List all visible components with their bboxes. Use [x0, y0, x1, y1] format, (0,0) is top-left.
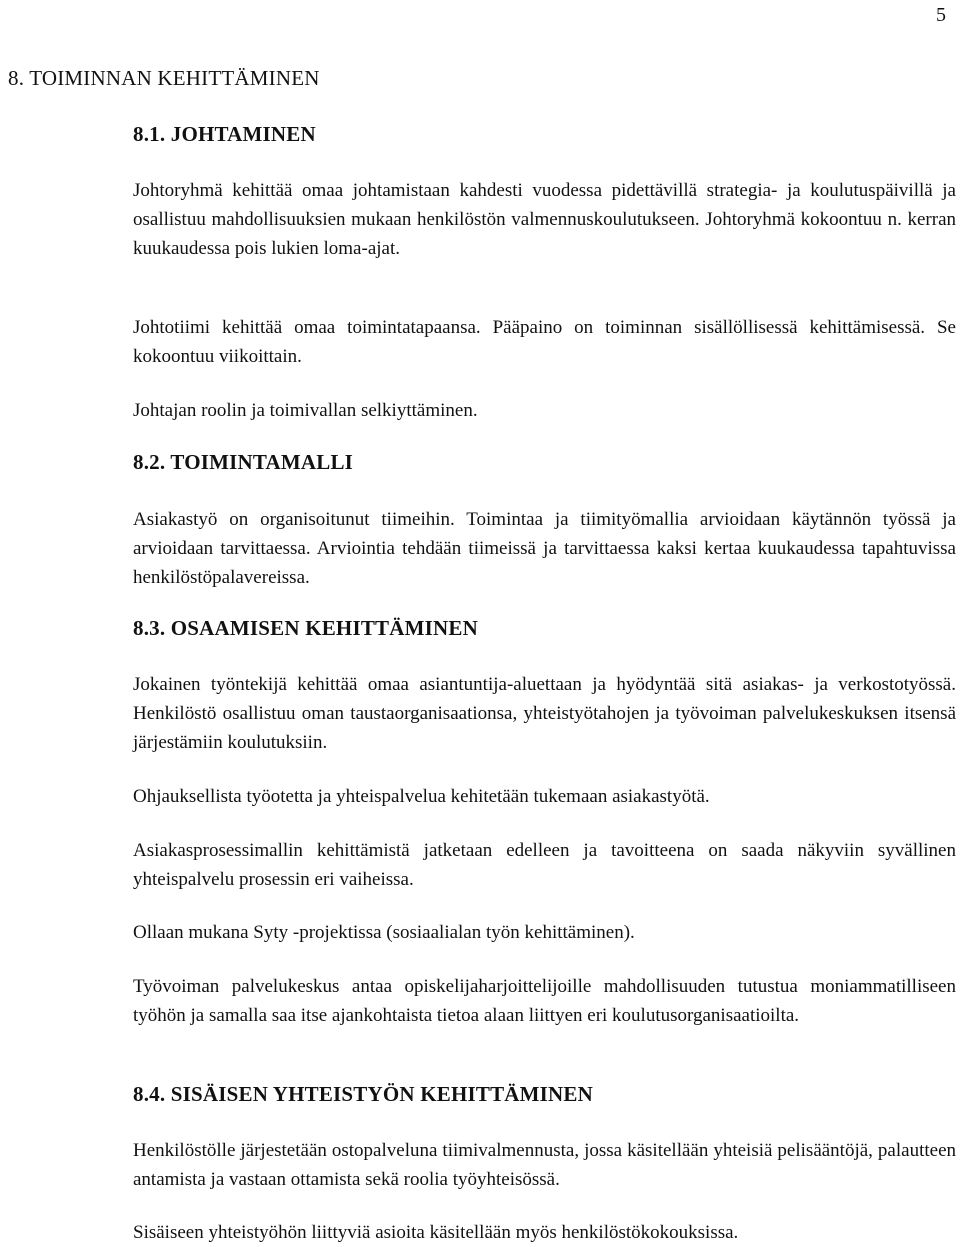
paragraph: Jokainen työntekijä kehittää omaa asiantuntija-aluettaan ja hyödyntää sitä asiakas- ja verkostotyössä. Henkilöstö osallistuu oman taustaorganisaationsa, yhteistyötahojen ja työvoiman palvelukeskuksen itsensä järjestämiin koulutuksiin. — [133, 674, 956, 753]
paragraph: Ollaan mukana Syty -projektissa (sosiaalialan työn kehittäminen). — [133, 922, 635, 943]
chapter-heading: 8. TOIMINNAN KEHITTÄMINEN — [8, 66, 320, 90]
paragraph: Ohjauksellista työotetta ja yhteispalvelua kehitetään tukemaan asiakastyötä. — [133, 786, 710, 807]
paragraph: Asiakastyö on organisoitunut tiimeihin. Toimintaa ja tiimityömallia arvioidaan käytännön työssä ja arvioidaan tarvittaessa. Arviointia tehdään tiimeissä ja tarvittaessa kaksi kertaa kuukaudessa tapahtuvissa henkilöstöpalavereissa. — [133, 509, 956, 588]
section-heading-8-2: 8.2. TOIMINTAMALLI — [133, 450, 354, 474]
section-heading-8-1: 8.1. JOHTAMINEN — [133, 122, 316, 146]
paragraph: Johtoryhmä kehittää omaa johtamistaan kahdesti vuodessa pidettävillä strategia- ja koulutuspäivillä ja osallistuu mahdollisuuksien mukaan henkilöstön valmennuskoulutukseen. Johtoryhmä kokoontuu n. kerran kuukaudessa pois lukien loma-ajat. — [133, 180, 956, 259]
paragraph: Johtotiimi kehittää omaa toimintatapaansa. Pääpaino on toiminnan sisällöllisessä kehittämisessä. Se kokoontuu viikoittain. — [133, 317, 956, 367]
paragraph: Henkilöstölle järjestetään ostopalveluna tiimivalmennusta, jossa käsitellään yhteisiä pelisääntöjä, palautteen antamista ja vastaan ottamista sekä roolia työyhteisössä. — [133, 1140, 956, 1190]
paragraph: Johtajan roolin ja toimivallan selkiyttäminen. — [133, 400, 478, 421]
paragraph: Työvoiman palvelukeskus antaa opiskelijaharjoittelijoille mahdollisuuden tutustua moniammatilliseen työhön ja samalla saa itse ajankohtaista tietoa alaan liittyen eri koulutusorganisaatioilta. — [133, 976, 956, 1026]
section-heading-8-3: 8.3. OSAAMISEN KEHITTÄMINEN — [133, 616, 478, 640]
paragraph: Sisäiseen yhteistyöhön liittyviä asioita käsitellään myös henkilöstökokouksissa. — [133, 1222, 739, 1243]
section-heading-8-4: 8.4. SISÄISEN YHTEISTYÖN KEHITTÄMINEN — [133, 1082, 593, 1106]
page-number: 5 — [936, 4, 946, 26]
paragraph: Asiakasprosessimallin kehittämistä jatketaan edelleen ja tavoitteena on saada näkyviin syvällinen yhteispalvelu prosessin eri vaiheissa. — [133, 840, 956, 890]
